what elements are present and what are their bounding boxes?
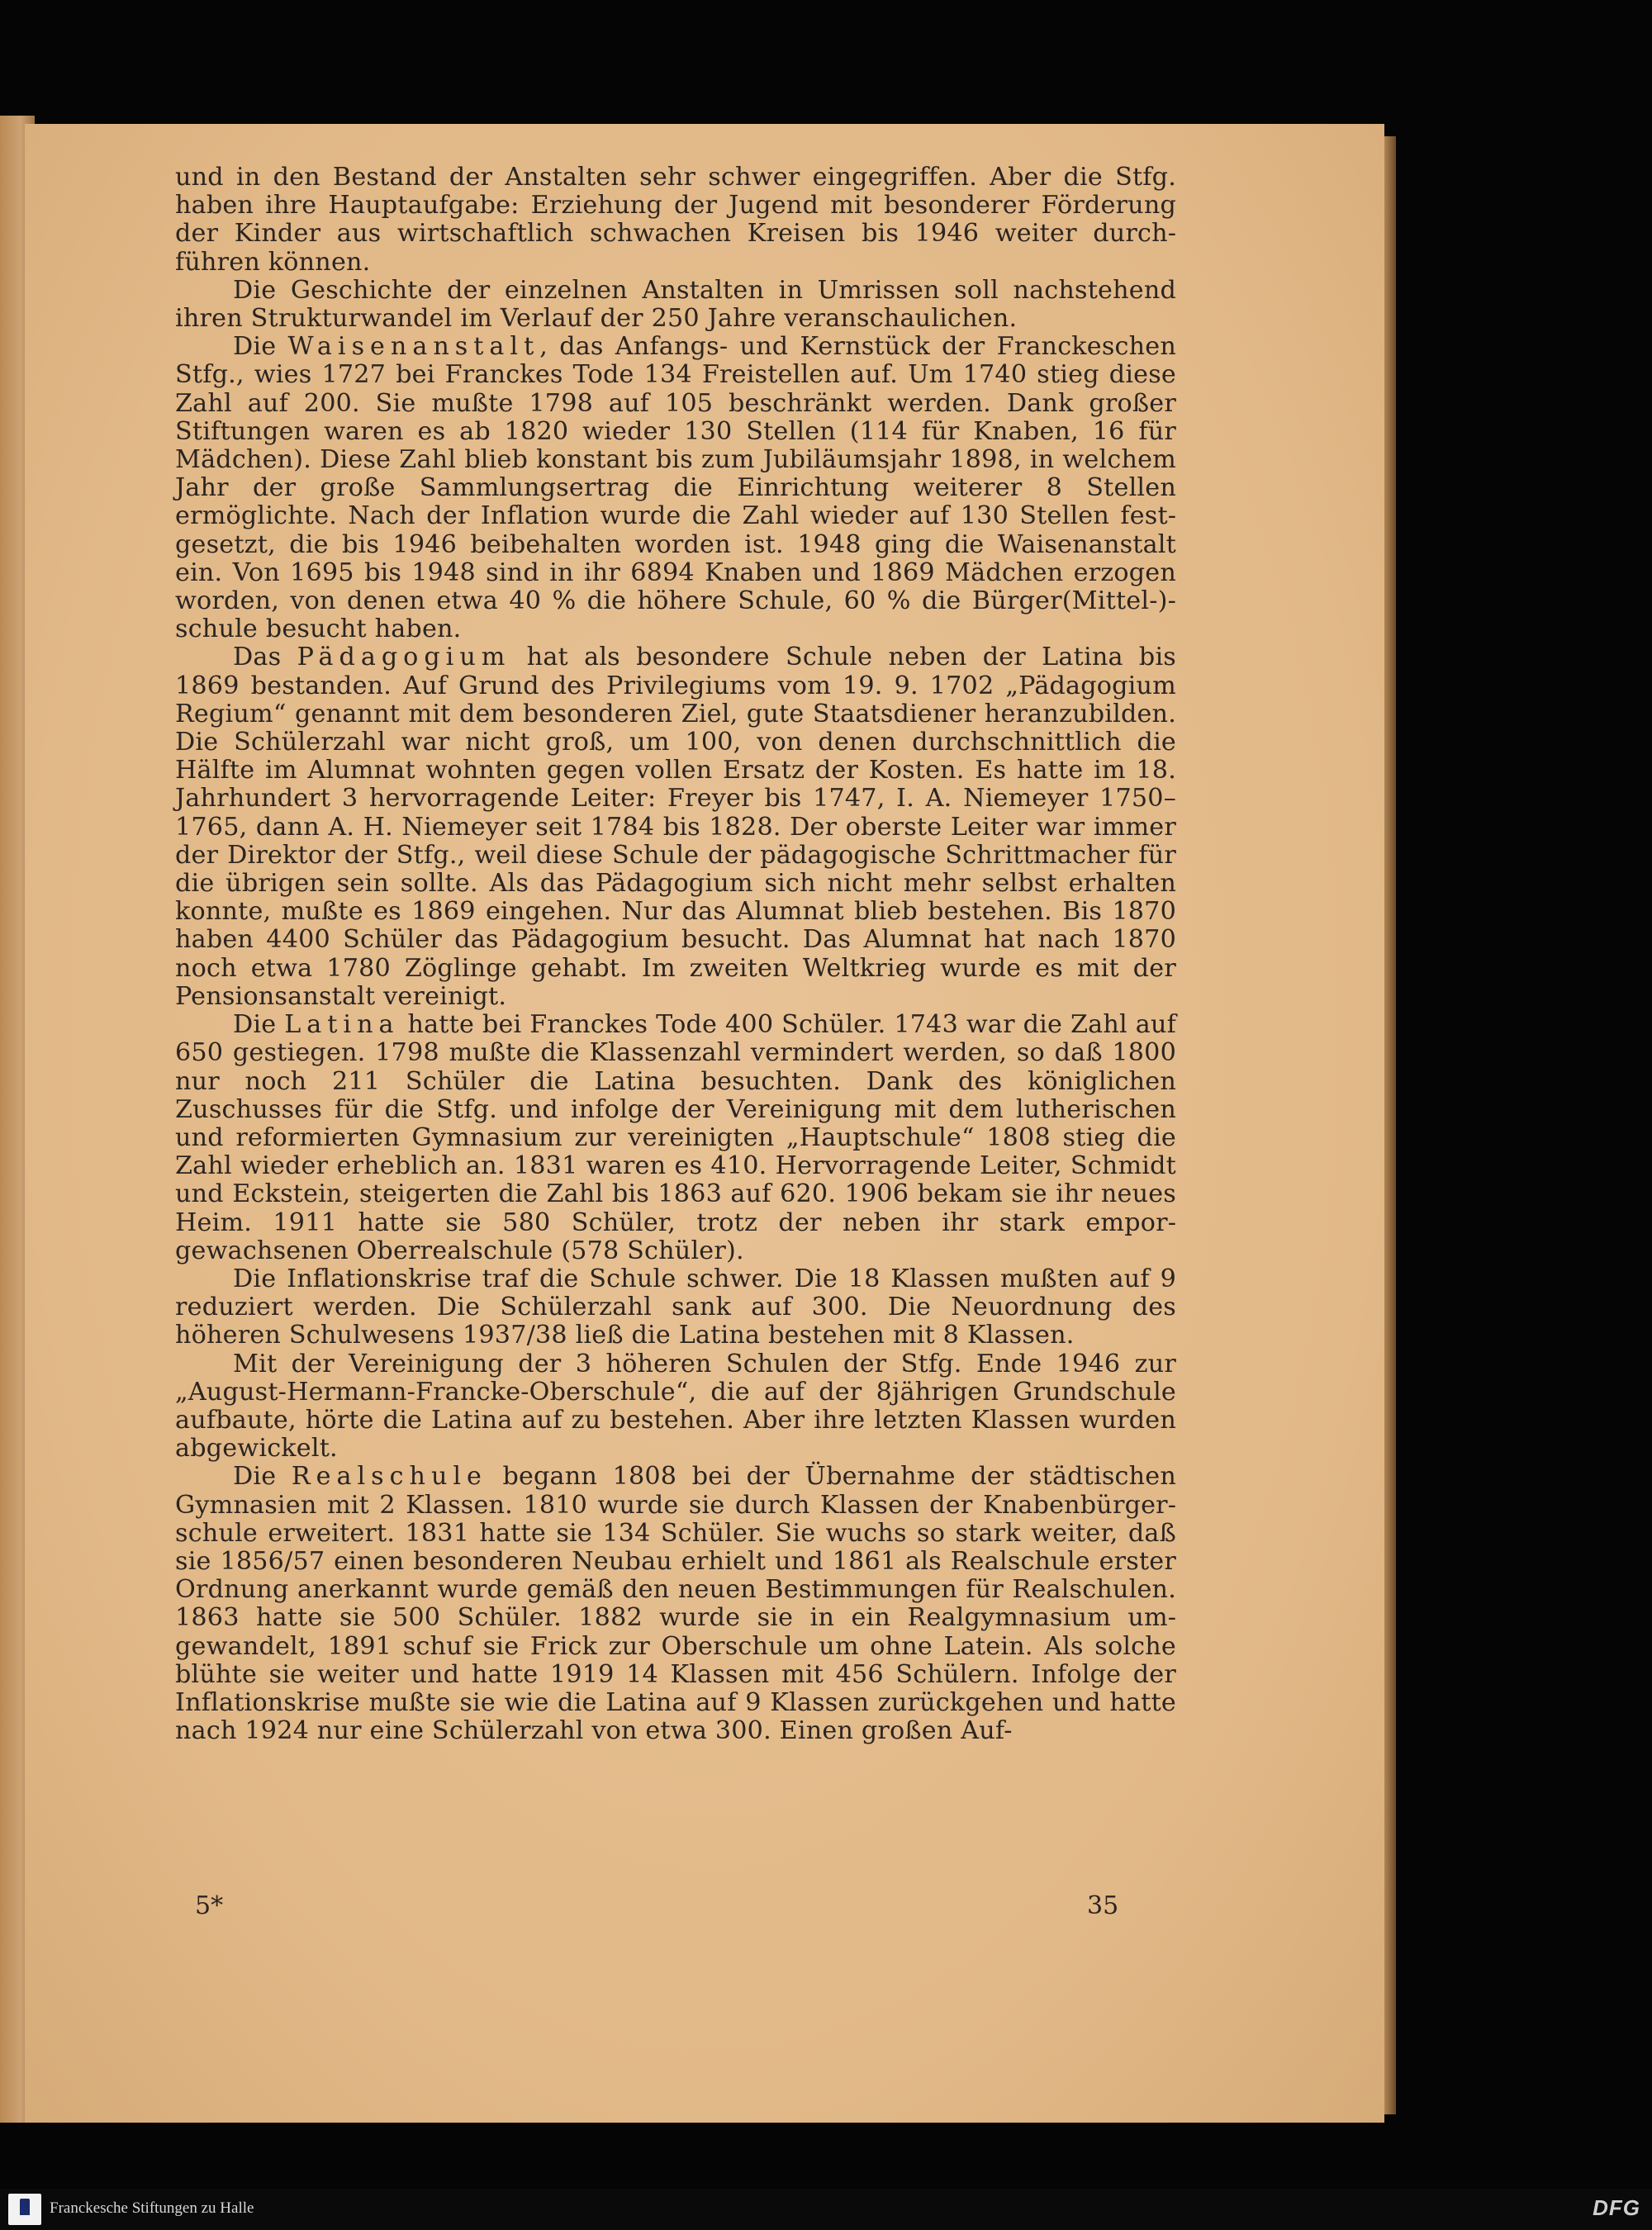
paragraph-text: hat als besondere Schule neben der Latina bis 1869 bestanden. Auf Grund des Privilegiums vom 19. 9. 1702 „Pädagogium Regium“ genannt mit dem besonderen Ziel, gute Staatsdiener heranzubilden. Die Schülerzahl war nicht groß, um 100, von denen durchschnittlich die Hälfte im Alumnat wohnten gegen vollen Ersatz der Kosten. Es hatte im 18. Jahrhundert 3 hervorragende Leiter: Freyer bis 1747, I. A. Niemeyer 1750–1765, dann A. H. Niemeyer seit 1784 bis 1828. Der oberste Leiter war immer der Direktor der Stfg., weil diese Schule der pädagogische Schrittmacher für die übrigen sein sollte. Als das Pädagogium sich nicht mehr selbst erhalten konnte, mußte es 1869 eingehen. Nur das Alumnat blieb bestehen. Bis 1870 haben 4400 Schüler das Pädagogium besucht. Das Alumnat hat nach 1870 noch etwa 1780 Zöglinge gehabt. Im zweiten Weltkrieg wurde es mit der Pensionsanstalt vereinigt. [175, 643, 1177, 1011]
spaced-term: Waisenanstalt [287, 332, 540, 362]
paragraph-waisenanstalt [175, 333, 1176, 643]
paragraph-latina [175, 1011, 1176, 1265]
page-edge-shadow [1384, 136, 1396, 2114]
paragraph: Mit der Vereinigung der 3 höheren Schulen der Stfg. Ende 1946 zur „August-Hermann-Francke-Oberschule“, die auf der 8jährigen Grundschule aufbaute, hörte die Latina auf zu bestehen. Aber ihre letzten Klassen wurden abgewickelt. [175, 1349, 1176, 1464]
spaced-term: Pädagogium [297, 643, 511, 672]
paragraph-text: hatte bei Franckes Tode 400 Schüler. 1743 war die Zahl auf 650 gestiegen. 1798 mußte die Klassenzahl vermindert werden, so daß 1800 nur noch 211 Schüler die Latina besuchten. Dank des königlichen Zuschusses für die Stfg. und infolge der Vereinigung mit dem lutherischen und reformierten Gymnasium zur vereinigten „Hauptschule“ 1808 stieg die Zahl wieder erheblich an. 1831 waren es 410. Hervorragende Leiter, Schmidt und Eckstein, steigerten die Zahl bis 1863 auf 620. 1906 bekam sie ihr neues Heim. 1911 hatte sie 580 Schüler, trotz der neben ihr stark emporgewachsenen Oberrealschule (578 Schüler). [175, 1010, 1177, 1265]
paragraph-paedagogium [175, 643, 1176, 1011]
paragraph-text: begann 1808 bei der Übernahme der städtischen Gymnasien mit 2 Klassen. 1810 wurde sie durch Klassen der Knabenbürgerschule erweitert. 1831 hatte sie 134 Schüler. Sie wuchs so stark weiter, daß sie 1856/57 einen besonderen Neubau erhielt und 1861 als Realschule erster Ordnung anerkannt wurde gemäß den neuen Bestimmungen für Realschulen. 1863 hatte sie 500 Schüler. 1882 wurde sie in ein Realgymnasium umgewandelt, 1891 schuf sie Frick zur Oberschule um ohne Latein. Als solche blühte sie weiter und hatte 1919 14 Klassen mit 456 Schülern. Infolge der Inflationskrise mußte sie wie die Latina auf 9 Klassen zurückgehen und hatte nach 1924 nur eine Schülerzahl von etwa 300. Einen großen Auf- [175, 1462, 1177, 1746]
body-text [175, 164, 1176, 1745]
dfg-logo: DFG [1593, 2195, 1640, 2220]
paragraph-text: , das Anfangs- und Kernstück der Franckeschen Stfg., wies 1727 bei Franckes Tode 134 Freistellen auf. Um 1740 stieg diese Zahl auf 200. Sie mußte 1798 auf 105 beschränkt werden. Dank großer Stiftungen waren es ab 1820 wieder 130 Stellen (114 für Knaben, 16 für Mädchen). Diese Zahl blieb konstant bis zum Jubiläumsjahr 1898, in welchem Jahr der große Sammlungsertrag die Einrichtung weiterer 8 Stellen ermöglichte. Nach der Inflation wurde die Zahl wieder auf 130 Stellen festgesetzt, die bis 1946 beibehalten worden ist. 1948 ging die Waisenanstalt ein. Von 1695 bis 1948 sind in ihr 6894 Knaben und 1869 Mädchen erzogen worden, von denen etwa 40 % die höhere Schule, 60 % die Bürger(Mittel-)-schule besucht haben. [175, 332, 1177, 644]
lead-word: Die [233, 1010, 277, 1040]
paragraph-realschule [175, 1463, 1176, 1745]
paragraph: und in den Bestand der Anstalten sehr schwer eingegriffen. Aber die Stfg. haben ihre Hauptaufgabe: Erziehung der Jugend mit besonderer Förderung der Kinder aus wirtschaftlich schwachen Kreisen bis 1946 weiter durchführen können. [175, 163, 1176, 277]
lead-word: Die [233, 1462, 277, 1492]
institution-logo-icon [8, 2194, 41, 2225]
paragraph: Die Geschichte der einzelnen Anstalten in Umrissen soll nachstehend ihren Strukturwandel im Verlauf der 250 Jahre veranschaulichen. [175, 275, 1176, 334]
page-number: 35 [1087, 1891, 1119, 1920]
paragraph: Die Inflationskrise traf die Schule schwer. Die 18 Klassen mußten auf 9 reduziert werden. Die Schülerzahl sank auf 300. Die Neuordnung des höheren Schulwesens 1937/38 ließ die Latina bestehen mit 8 Klassen. [175, 1264, 1176, 1350]
spaced-term: Realschule [291, 1462, 487, 1492]
lead-word: Die [233, 332, 277, 362]
lead-word: Das [233, 643, 282, 672]
signature-mark: 5* [195, 1891, 224, 1920]
institution-label: Franckesche Stiftungen zu Halle [50, 2199, 254, 2217]
spaced-term: Latina [284, 1010, 400, 1040]
viewer-footer-bar [0, 2189, 1652, 2230]
